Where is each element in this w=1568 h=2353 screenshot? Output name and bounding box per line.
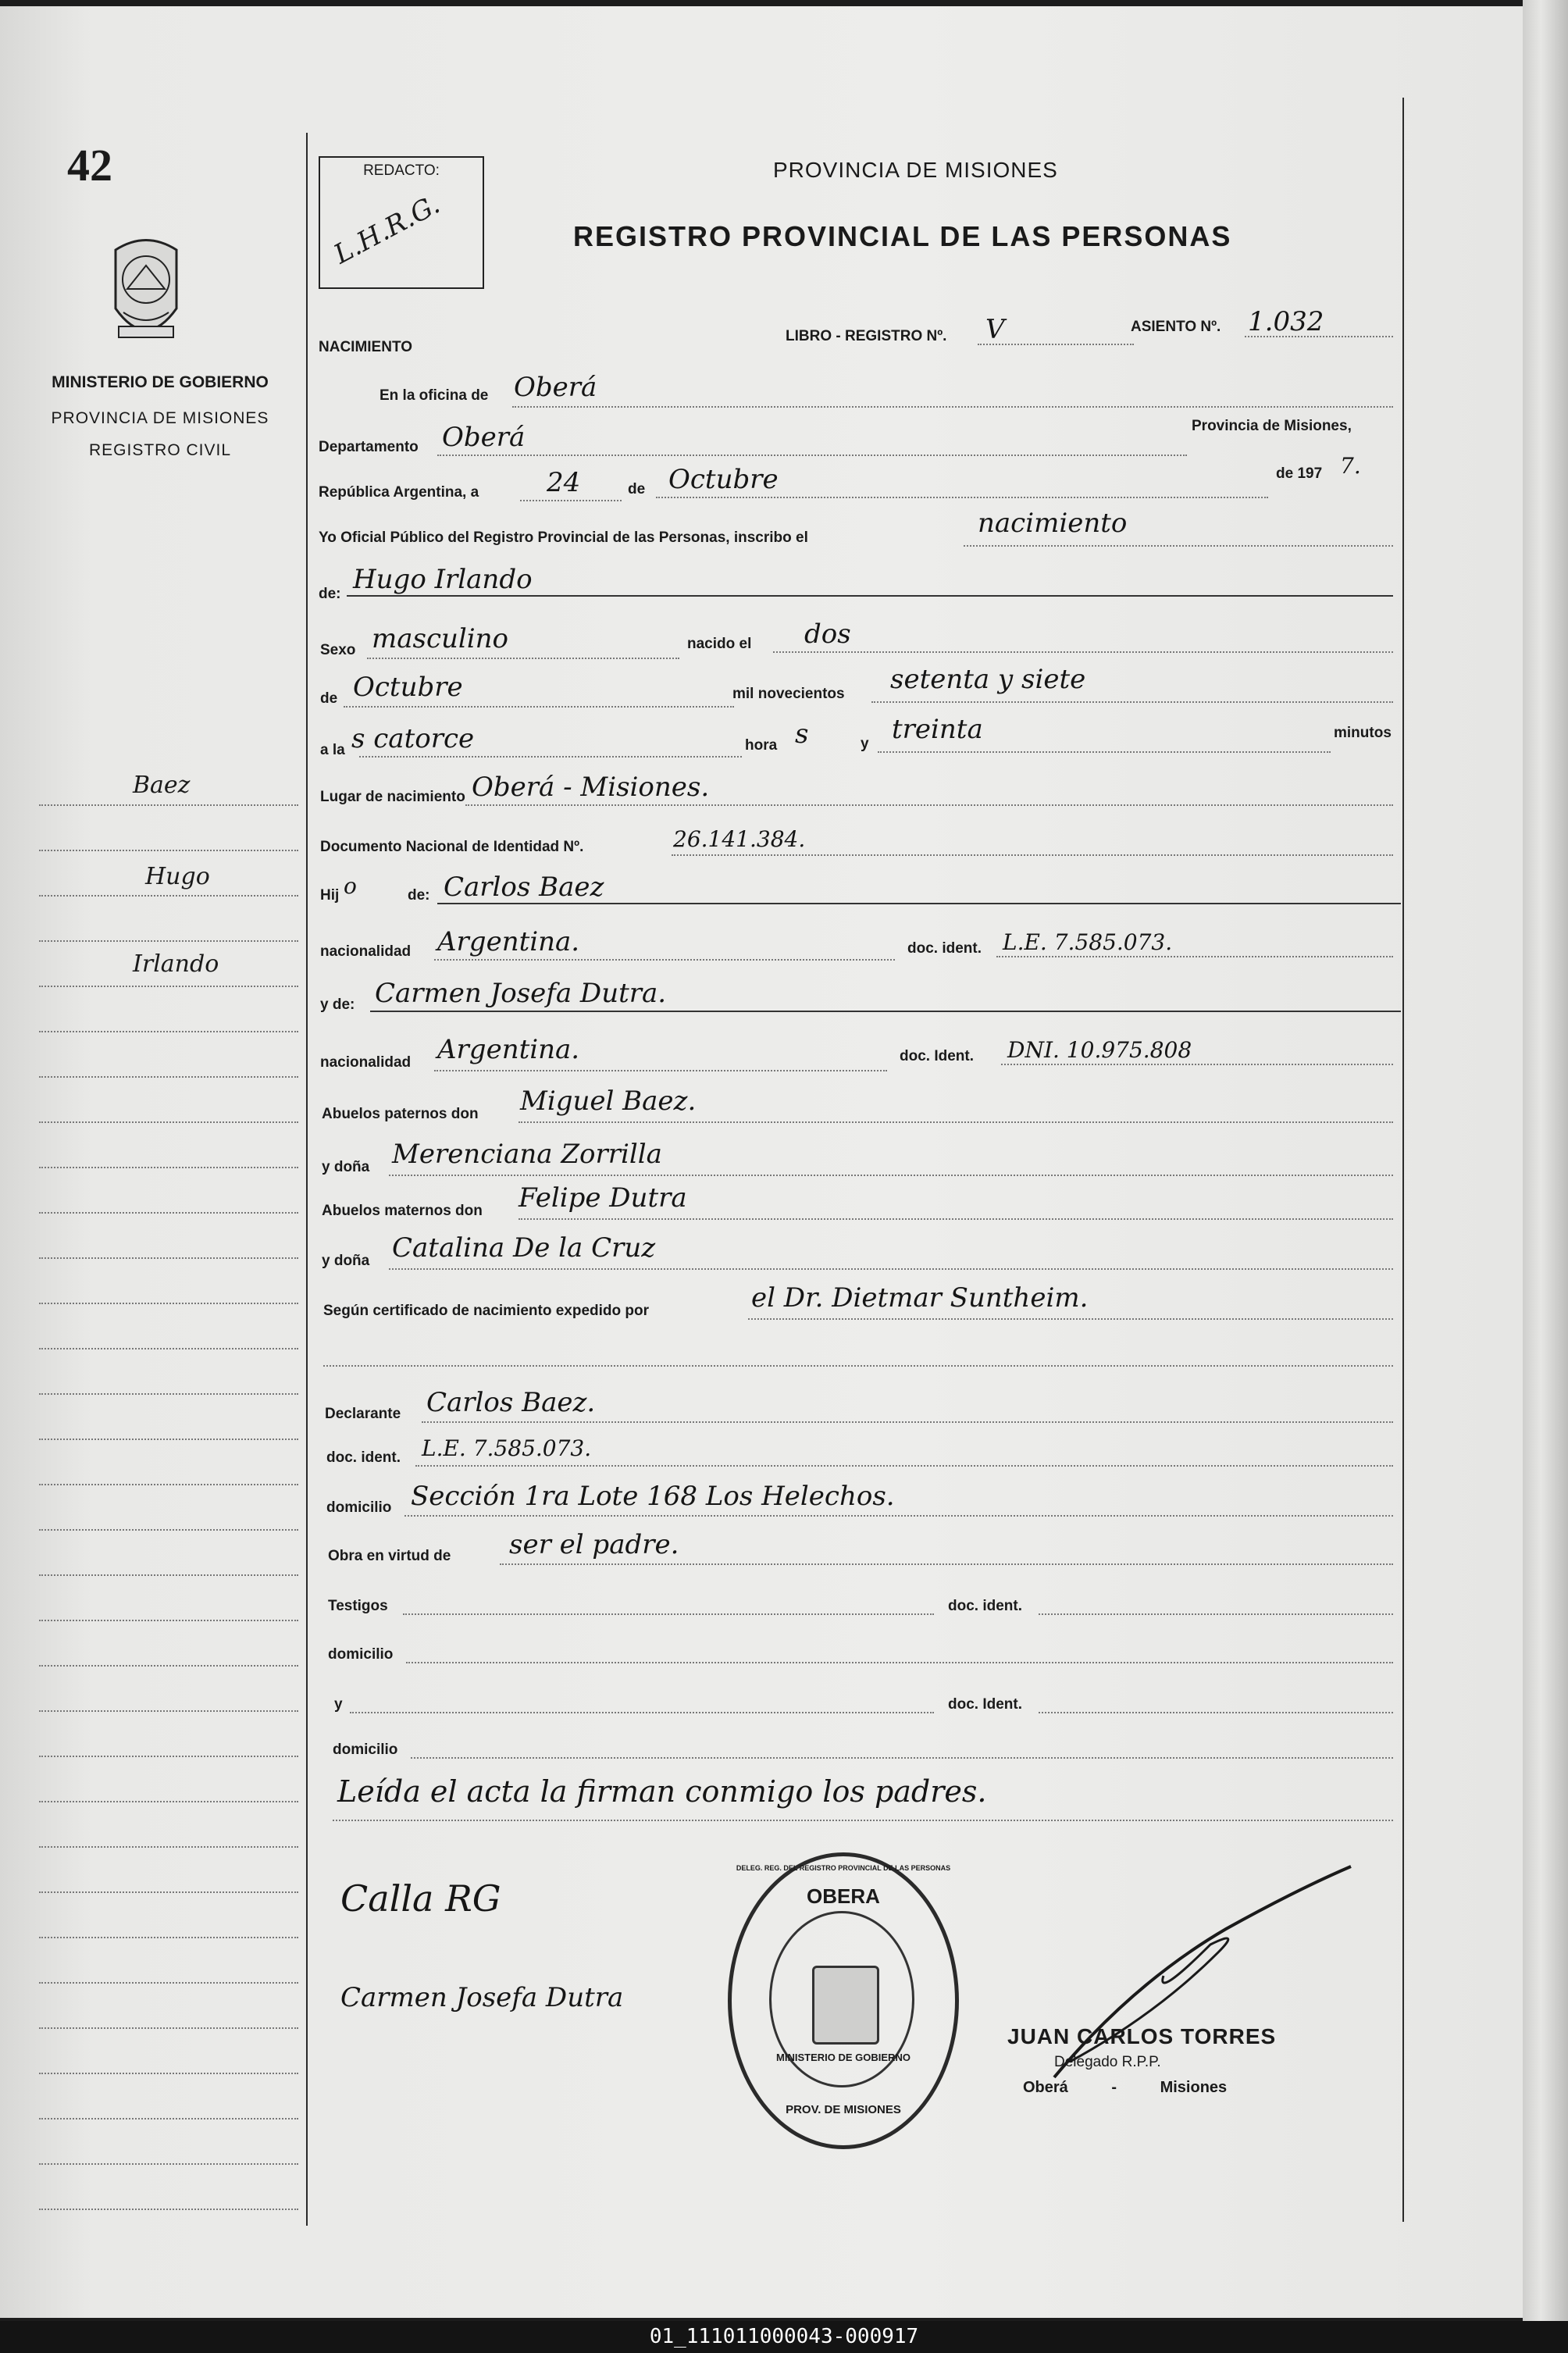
redacto-label: REDACTO:: [363, 162, 440, 179]
mes-nac-value: Octubre: [353, 672, 463, 703]
de2-label: de: [320, 690, 338, 707]
provincial-crest-icon: [100, 234, 192, 351]
ministry-name: MINISTERIO DE GOBIERNO: [52, 373, 269, 391]
alas-line: [359, 756, 742, 758]
dia-line: [520, 500, 622, 501]
official-name: JUAN CARLOS TORRES: [1007, 2024, 1277, 2048]
stub-line: [39, 1393, 298, 1395]
stub-line: [39, 1982, 298, 1984]
left-margin-rule: [306, 133, 308, 2226]
stub-line: [39, 850, 298, 851]
domicilio-line: [404, 1515, 1393, 1517]
stub-line: [39, 1529, 298, 1531]
domicilio-value: Sección 1ra Lote 168 Los Helechos.: [411, 1481, 895, 1512]
y-de-label: y de:: [320, 996, 355, 1013]
stub-line: [39, 1846, 298, 1848]
nombre-line: [347, 595, 1393, 597]
official-role: Delegado R.P.P.: [1054, 2054, 1161, 2070]
libro-label: LIBRO - REGISTRO Nº.: [786, 328, 947, 344]
nacionalidad-1-label: nacionalidad: [320, 943, 412, 960]
nacionalidad-1-line: [434, 959, 895, 961]
stub-line: [39, 1076, 298, 1078]
asiento-label: ASIENTO Nº.: [1131, 319, 1221, 335]
father-signature: Calla RG: [340, 1877, 501, 1920]
domicilio-2-label: domicilio: [328, 1646, 394, 1663]
stub-line: [39, 1891, 298, 1893]
stub-line: [39, 2118, 298, 2119]
minutos-label: minutos: [1334, 725, 1392, 741]
certificado-value: el Dr. Dietmar Suntheim.: [751, 1282, 1089, 1314]
stub-line: [39, 1756, 298, 1757]
horas-label: hora: [745, 737, 778, 754]
nacionalidad-2-label: nacionalidad: [320, 1054, 412, 1071]
obra-value: ser el padre.: [509, 1529, 679, 1560]
doc-1-value: L.E. 7.585.073.: [1003, 929, 1173, 955]
doc-2-value: DNI. 10.975.808: [1007, 1037, 1192, 1063]
y-label: y: [861, 736, 869, 752]
domicilio-3-label: domicilio: [333, 1742, 398, 1758]
stub-line: [39, 1121, 298, 1123]
official-seal: [728, 1852, 959, 2149]
doc-declarante-label: doc. ident.: [326, 1449, 401, 1466]
certificado-line-2: [323, 1365, 1393, 1367]
abuelos-paternos-value: Miguel Baez.: [520, 1086, 697, 1117]
dona-1-label: y doña: [322, 1159, 370, 1175]
libro-value: V: [985, 314, 1005, 345]
leida-text: Leída el acta la firman conmigo los padres.: [337, 1774, 987, 1809]
stub-name-2: Irlando: [133, 950, 219, 978]
stub-line: [39, 940, 298, 942]
stub-line: [39, 2163, 298, 2165]
book-page-edge: [1523, 0, 1568, 2321]
doc-testigo-1-label: doc. ident.: [948, 1598, 1022, 1614]
sexo-value: masculino: [372, 623, 509, 654]
nacionalidad-2-line: [434, 1070, 887, 1071]
stub-line: [39, 804, 298, 806]
leida-line: [333, 1820, 1393, 1821]
mil-label: mil novecientos: [732, 686, 845, 702]
dona-2-line: [389, 1268, 1393, 1270]
stub-line: [39, 1801, 298, 1802]
abuelos-maternos-value: Felipe Dutra: [519, 1182, 687, 1214]
oficial-value: nacimiento: [978, 508, 1128, 539]
ministry-province: PROVINCIA DE MISIONES: [51, 409, 269, 427]
stub-line: [39, 986, 298, 987]
seal-top-text: OBERA: [807, 1884, 880, 1908]
doc-1-label: doc. ident.: [907, 940, 982, 957]
stub-line: [39, 2209, 298, 2210]
doc-2-line: [1001, 1064, 1393, 1065]
nacido-line: [773, 651, 1393, 653]
seal-center-text: MINISTERIO DE GOBIERNO: [776, 2052, 911, 2063]
stub-line: [39, 1439, 298, 1440]
doc-declarante-value: L.E. 7.585.073.: [422, 1435, 592, 1461]
stub-line: [39, 1303, 298, 1304]
domicilio-3-line: [411, 1757, 1393, 1759]
mother-signature: Carmen Josefa Dutra: [340, 1982, 624, 2013]
lugar-line: [465, 804, 1393, 806]
madre-value: Carmen Josefa Dutra.: [375, 978, 667, 1009]
de-nombre-label: de:: [319, 586, 341, 602]
y-testigo-line: [350, 1712, 934, 1713]
alas-value: s catorce: [351, 723, 475, 754]
departamento-line: [437, 455, 1187, 456]
y-value: treinta: [892, 714, 983, 745]
abuelos-paternos-label: Abuelos paternos don: [322, 1106, 479, 1122]
stub-line: [39, 1257, 298, 1259]
mes-line: [656, 497, 1268, 498]
madre-line: [370, 1011, 1401, 1012]
hijo-suffix: o: [344, 873, 357, 899]
provincia-label: Provincia de Misiones,: [1192, 418, 1352, 434]
anio-value: 7.: [1340, 453, 1361, 479]
hijo-label: Hij: [320, 887, 340, 904]
stub-line: [39, 1665, 298, 1667]
asiento-value: 1.032: [1248, 306, 1324, 337]
stub-line: [39, 1031, 298, 1032]
lugar-value: Oberá - Misiones.: [472, 772, 710, 803]
stub-line: [39, 895, 298, 897]
doc-1-line: [996, 956, 1393, 957]
seal-emblem-icon: [812, 1966, 879, 2045]
stub-line: [39, 1484, 298, 1485]
declarante-value: Carlos Baez.: [426, 1387, 596, 1418]
padre-line: [437, 903, 1401, 904]
oficina-line: [512, 406, 1393, 408]
obra-label: Obra en virtud de: [328, 1548, 451, 1564]
right-margin-rule: [1402, 98, 1404, 2222]
registry-title: REGISTRO PROVINCIAL DE LAS PERSONAS: [573, 220, 1232, 252]
padre-value: Carlos Baez: [444, 872, 604, 903]
certificado-label: Según certificado de nacimiento expedido por: [323, 1303, 650, 1319]
stub-line: [39, 1574, 298, 1576]
oficial-line: [964, 545, 1393, 547]
nacionalidad-2-value: Argentina.: [437, 1034, 580, 1065]
sexo-line: [367, 658, 679, 659]
stub-line: [39, 1937, 298, 1938]
certificado-line: [748, 1318, 1393, 1320]
stub-line: [39, 1710, 298, 1712]
stub-line: [39, 1167, 298, 1168]
dona-2-label: y doña: [322, 1253, 370, 1269]
testigos-line: [403, 1613, 934, 1615]
dona-1-line: [389, 1175, 1393, 1176]
sexo-label: Sexo: [320, 642, 356, 658]
nacido-label: nacido el: [687, 636, 752, 652]
abuelos-maternos-label: Abuelos maternos don: [322, 1203, 483, 1219]
redacto-initials: L.H.R.G.: [329, 188, 445, 271]
declarante-line: [422, 1421, 1393, 1423]
stub-line: [39, 2073, 298, 2074]
ministry-registry: REGISTRO CIVIL: [88, 441, 232, 459]
doc-testigo-2-line: [1039, 1712, 1393, 1713]
de-label: de: [628, 481, 646, 497]
stub-line: [39, 1348, 298, 1349]
nacionalidad-1-value: Argentina.: [437, 926, 580, 957]
seal-bottom-text: PROV. DE MISIONES: [786, 2103, 901, 2116]
nacido-value: dos: [804, 619, 851, 650]
horas-suffix: s: [795, 718, 809, 750]
oficial-label: Yo Oficial Público del Registro Provincial de las Personas, inscribo el: [319, 529, 808, 546]
nombre-value: Hugo Irlando: [353, 564, 533, 595]
republica-label: República Argentina, a: [319, 484, 479, 501]
testigos-label: Testigos: [328, 1598, 388, 1614]
obra-line: [500, 1563, 1393, 1565]
y-testigo-label: y: [334, 1696, 343, 1713]
province-heading: PROVINCIA DE MISIONES: [773, 158, 1058, 182]
lugar-label: Lugar de nacimiento: [320, 789, 465, 805]
abuelos-maternos-line: [519, 1218, 1393, 1220]
dona-2-value: Catalina De la Cruz: [392, 1232, 656, 1264]
dni-value: 26.141.384.: [673, 826, 806, 852]
dona-1-value: Merenciana Zorrilla: [392, 1139, 662, 1170]
departamento-label: Departamento: [319, 439, 419, 455]
anio-label: de 197: [1276, 465, 1323, 482]
domicilio-label: domicilio: [326, 1499, 392, 1516]
de-padre-label: de:: [408, 887, 430, 904]
page-number: 42: [67, 140, 112, 191]
stub-line: [39, 2027, 298, 2029]
stub-line: [39, 1212, 298, 1214]
alas-label: a la: [320, 742, 345, 758]
y-line: [878, 751, 1331, 753]
image-caption: 01_111011000043-000917: [0, 2321, 1568, 2353]
oficina-value: Oberá: [514, 372, 597, 403]
doc-2-label: doc. Ident.: [900, 1048, 974, 1064]
dni-line: [672, 854, 1393, 856]
abuelos-paternos-line: [519, 1121, 1393, 1123]
doc-declarante-line: [415, 1465, 1393, 1467]
departamento-value: Oberá: [442, 422, 526, 453]
redacto-box: [319, 156, 484, 289]
stub-line: [39, 1620, 298, 1621]
mil-value: setenta y siete: [890, 664, 1086, 695]
dni-label: Documento Nacional de Identidad Nº.: [320, 839, 584, 855]
doc-testigo-1-line: [1039, 1613, 1393, 1615]
seal-outer-text: DELEG. REG. DEL REGISTRO PROVINCIAL DE LAS PERSONAS: [736, 1864, 951, 1872]
oficina-label: En la oficina de: [380, 387, 489, 404]
dia-value: 24: [547, 467, 581, 498]
mes-nac-line: [344, 706, 734, 708]
stub-surname: Baez: [133, 772, 191, 799]
stub-name-1: Hugo: [145, 863, 210, 890]
mes-value: Octubre: [668, 464, 779, 495]
official-place: Oberá - Misiones: [1023, 2079, 1228, 2096]
doc-testigo-2-label: doc. Ident.: [948, 1696, 1022, 1713]
record-type: NACIMIENTO: [319, 339, 412, 355]
declarante-label: Declarante: [325, 1406, 401, 1422]
domicilio-2-line: [406, 1662, 1393, 1663]
mil-line: [871, 701, 1393, 703]
